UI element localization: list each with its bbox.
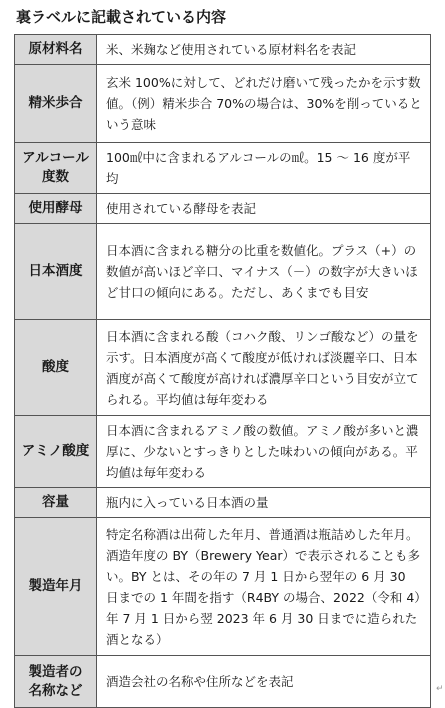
row-label: 精米歩合 — [15, 65, 97, 143]
table-row — [15, 143, 431, 194]
table-row — [15, 320, 431, 416]
row-label: 製造年月 — [15, 518, 97, 656]
label-info-table — [14, 34, 431, 708]
table-row — [15, 416, 431, 488]
table-row — [15, 35, 431, 65]
row-description: 瓶内に入っている日本酒の量 — [97, 488, 431, 518]
table-row — [15, 488, 431, 518]
return-mark-icon: ↵ — [436, 684, 444, 694]
row-label: 使用酵母 — [15, 194, 97, 224]
row-label: 原材料名 — [15, 35, 97, 65]
row-description: 日本酒に含まれる酸（コハク酸、リンゴ酸など）の量を示す。日本酒度が高くて酸度が低ければ淡麗辛口、日本酒度が高くて酸度が高ければ濃厚辛口という目安が立てられる。平均値は毎年変わる — [97, 320, 431, 416]
row-description: 酒造会社の名称や住所などを表記 — [97, 656, 431, 708]
table-row — [15, 194, 431, 224]
row-description: 100㎖中に含まれるアルコールの㎖。15 〜 16 度が平均 — [97, 143, 431, 194]
table-row — [15, 656, 431, 708]
row-label-line: 度数 — [42, 169, 69, 185]
row-label — [15, 143, 97, 194]
table-row — [15, 65, 431, 143]
row-description: 日本酒に含まれるアミノ酸の数値。アミノ酸が多いと濃厚に、少ないとすっきりとした味わいの傾向がある。平均値は毎年変わる — [97, 416, 431, 488]
row-label-line: 製造者の — [28, 663, 83, 680]
page-title: 裏ラベルに記載されている内容 — [16, 8, 227, 26]
row-label — [15, 656, 97, 708]
row-description: 日本酒に含まれる糖分の比重を数値化。プラス（+）の数値が高いほど辛口、マイナス（－）の数字が大きいほど甘口の傾向にある。ただし、あくまでも目安 — [97, 224, 431, 320]
row-description: 特定名称酒は出荷した年月、普通酒は瓶詰めした年月。酒造年度の BY（Brewery Year）で表示されることも多い。BY とは、その年の 7 月 1 日から翌年の 6 月 30 日までの 1 年間を指す（R4BY の場合、2022（令和 4）年 7 月 1 日から翌 2023 年 6 月 30 日までに造られた酒となる） — [97, 518, 431, 656]
row-label: 酸度 — [15, 320, 97, 416]
row-label: 容量 — [15, 488, 97, 518]
row-label-line: 名称など — [28, 682, 83, 699]
row-description: 使用されている酵母を表記 — [97, 194, 431, 224]
table-row — [15, 518, 431, 656]
row-description: 米、米麹など使用されている原材料名を表記 — [97, 35, 431, 65]
row-description: 玄米 100%に対して、どれだけ磨いて残ったかを示す数値。（例）精米歩合 70%の場合は、30%を削っているという意味 — [97, 65, 431, 143]
row-label: アミノ酸度 — [15, 416, 97, 488]
row-label-line: アルコール — [22, 150, 89, 166]
table-row — [15, 224, 431, 320]
row-label: 日本酒度 — [15, 224, 97, 320]
